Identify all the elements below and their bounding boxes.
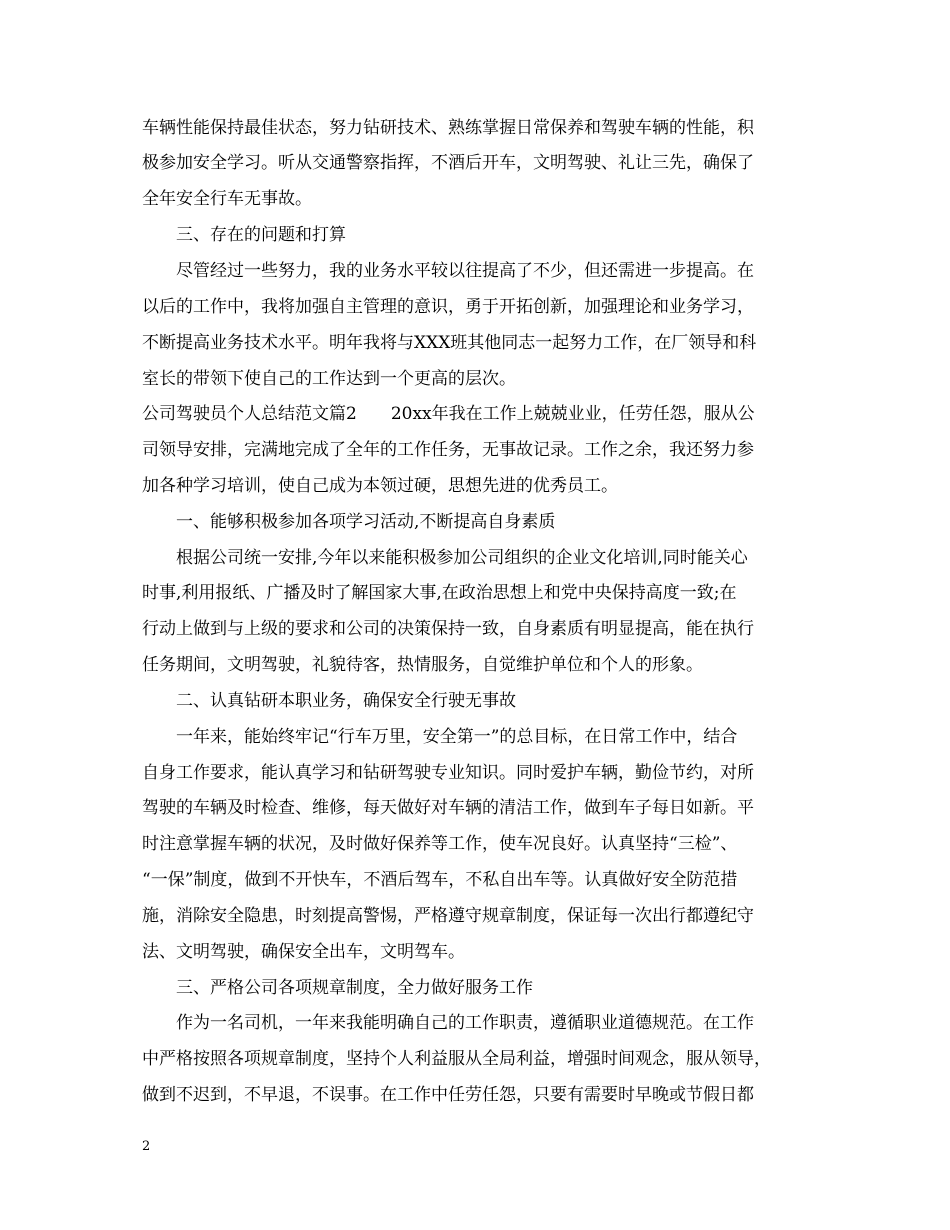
text-line: 驾驶的车辆及时检查、维修，每天做好对车辆的清洁工作，做到车子每日如新。平 [142,798,754,818]
text-line: 任务期间，文明驾驶，礼貌待客，热情服务，自觉维护单位和个人的形象。 [142,655,703,675]
article-title-line: 公司驾驶员个人总结范文篇2 20xx年我在工作上兢兢业业，任劳任怨，服从公 [142,404,755,424]
text-line: 极参加安全学习。听从交通警察指挥，不酒后开车，文明驾驶、礼让三先，确保了 [142,153,754,173]
text-line: 不断提高业务技术水平。明年我将与XXX班其他同志一起努力工作，在厂领导和科 [142,333,757,353]
text-line: 根据公司统一安排,今年以来能积极参加公司组织的企业文化培训,同时能关心 [176,548,748,568]
text-line: 自身工作要求，能认真学习和钻研驾驶专业知识。同时爱护车辆，勤俭节约，对所 [142,763,754,783]
page-number: 2 [142,1139,151,1154]
text-line: 一年来，能始终牢记“行车万里，安全第一”的总目标，在日常工作中，结合 [176,727,738,747]
text-line: 加各种学习培训，使自己成为本领过硬，思想先进的优秀员工。 [142,476,618,496]
text-line: 以后的工作中，我将加强自主管理的意识，勇于开拓创新，加强理论和业务学习， [142,297,754,317]
section-heading: 三、存在的问题和打算 [176,225,346,245]
text-line: 室长的带领下使自己的工作达到一个更高的层次。 [142,369,516,389]
text-line: 尽管经过一些努力，我的业务水平较以往提高了不少，但还需进一步提高。在 [176,261,754,281]
text-line: 法、文明驾驶，确保安全出车，文明驾车。 [142,942,465,962]
text-line: 车辆性能保持最佳状态，努力钻研技术、熟练掌握日常保养和驾驶车辆的性能，积 [142,118,754,138]
text-line: 时事,利用报纸、广播及时了解国家大事,在政治思想上和党中央保持高度一致;在 [142,583,737,603]
text-line: 施，消除安全隐患，时刻提高警惕，严格遵守规章制度，保证每一次出行都遵纪守 [142,906,754,926]
text-line: 作为一名司机，一年来我能明确自己的工作职责，遵循职业道德规范。在工作 [176,1013,754,1033]
text-line: “一保”制度，做到不开快车，不酒后驾车，不私自出车等。认真做好安全防范措 [142,870,738,890]
section-heading: 一、能够积极参加各项学习活动,不断提高自身素质 [176,512,556,532]
text-line: 司领导安排，完满地完成了全年的工作任务，无事故记录。工作之余，我还努力参 [142,440,754,460]
section-heading: 二、认真钻研本职业务，确保安全行驶无事故 [176,691,516,711]
text-line: 行动上做到与上级的要求和公司的决策保持一致，自身素质有明显提高，能在执行 [142,619,754,639]
section-heading: 三、严格公司各项规章制度，全力做好服务工作 [176,978,533,998]
text-line: 时注意掌握车辆的状况，及时做好保养等工作，使车况良好。认真坚持“三检”、 [142,834,738,854]
text-line: 全年安全行车无事故。 [142,189,312,209]
text-line: 中严格按照各项规章制度，坚持个人利益服从全局利益，增强时间观念，服从领导， [142,1049,771,1069]
text-line: 做到不迟到，不早退，不误事。在工作中任劳任怨，只要有需要时早晚或节假日都 [142,1085,754,1105]
